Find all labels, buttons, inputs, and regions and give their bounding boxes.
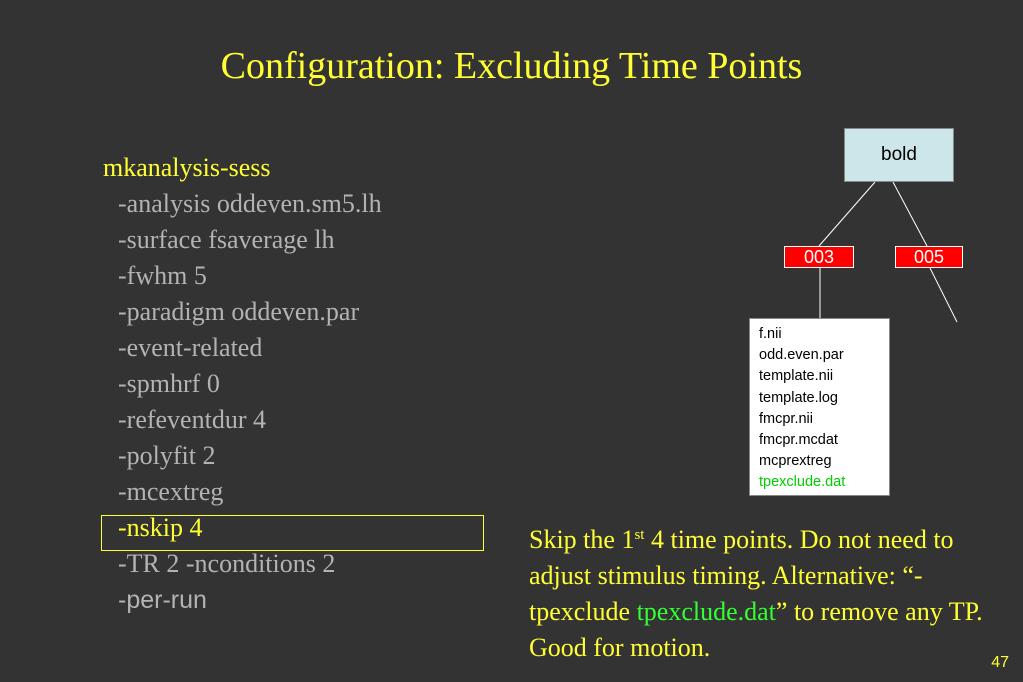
file-item: template.nii [759,368,834,385]
slide-title: Configuration: Excluding Time Points [220,45,803,87]
command-arg: -event-related [118,333,263,362]
command-arg: -TR 2 -nconditions 2 [118,549,336,578]
file-item: template.log [759,389,838,406]
command-name: mkanalysis-sess [103,153,271,182]
explanation-note [529,522,1009,666]
file-item: fmcpr.mcdat [759,431,838,448]
page-number: 47 [991,654,1009,671]
file-item: fmcpr.nii [759,410,813,427]
file-item-tpexclude: tpexclude.dat [759,474,846,491]
file-item: mcprextreg [759,453,832,470]
run-003-box: 003 [784,246,854,268]
file-item: odd.even.par [759,347,844,364]
command-arg: -surface fsaverage lh [118,225,335,254]
connector-bold-003 [819,182,875,246]
bold-directory-box: bold [844,128,954,182]
command-arg: -mcextreg [118,477,224,506]
note-superscript: st [634,527,645,543]
note-text: 4 time points. Do not need to adjust stimulus timing. Alternative: “-tpexclude [529,525,954,626]
command-arg: -paradigm oddeven.par [118,297,360,326]
command-arg: -fwhm 5 [118,261,207,290]
command-arg: -per-run [118,586,207,614]
note-text: ” to remove any TP. Good for motion. [529,597,983,662]
command-arg: -analysis oddeven.sm5.lh [118,189,382,218]
file-item: f.nii [759,326,782,342]
note-text: Skip the 1 [529,525,635,554]
connector-bold-005 [893,182,927,246]
command-arg: -polyfit 2 [118,441,216,470]
note-highlight-filename: tpexclude.dat [636,597,776,626]
command-arg: -spmhrf 0 [118,369,220,398]
run-files-box [749,318,890,496]
connector-005-files [930,268,957,322]
command-arg-nskip: -nskip 4 [118,513,203,542]
run-005-box: 005 [895,246,963,268]
command-arg: -refeventdur 4 [118,405,266,434]
